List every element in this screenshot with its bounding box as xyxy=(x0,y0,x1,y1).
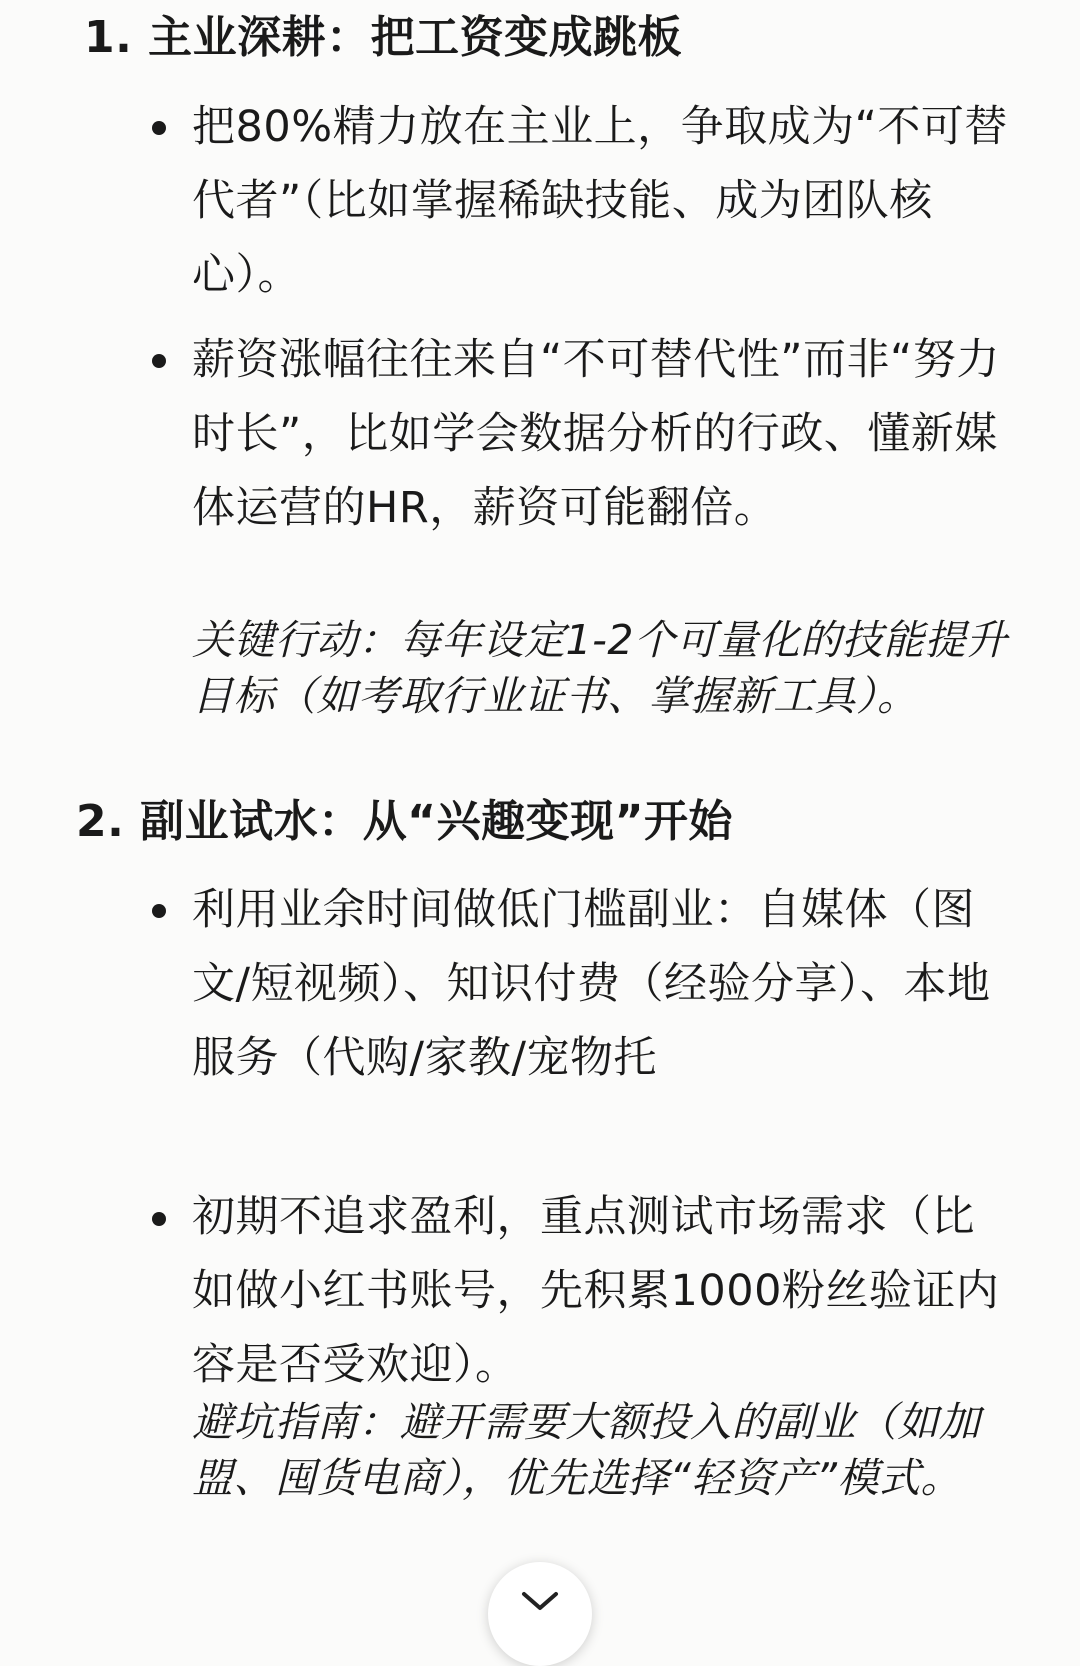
bullet-text: 初期不追求盈利，重点测试市场需求（比如做小红书账号，先积累1000粉丝验证内容是否受欢迎）。 xyxy=(192,1192,1000,1390)
chevron-down-icon xyxy=(520,1590,560,1614)
bullet-dot xyxy=(152,1212,166,1226)
key-action-note: 关键行动：每年设定1-2个可量化的技能提升目标（如考取行业证书、掌握新工具）。 xyxy=(192,616,1008,720)
bullet-dot xyxy=(152,904,166,918)
bullet-text: 薪资涨幅往往来自“不可替代性”而非“努力时长”，比如学会数据分析的行政、懂新媒体运营的HR，薪资可能翻倍。 xyxy=(192,335,1000,533)
bullet-text: 把80%精力放在主业上，争取成为“不可替代者”（比如掌握稀缺技能、成为团队核心）。 xyxy=(192,102,1008,300)
bullet-text: 利用业余时间做低门槛副业：自媒体（图文/短视频）、知识付费（经验分享）、本地服务（代购/家教/宠物托 xyxy=(192,885,991,1083)
bullet-dot xyxy=(152,121,166,135)
section-heading: 2. 副业试水：从“兴趣变现”开始 xyxy=(76,796,733,847)
scroll-to-bottom-button[interactable] xyxy=(488,1562,592,1666)
bullet-dot xyxy=(152,354,166,368)
pitfall-guide-note: 避坑指南：避开需要大额投入的副业（如加盟、囤货电商），优先选择“轻资产”模式。 xyxy=(192,1398,981,1502)
section-heading: 1. 主业深耕：把工资变成跳板 xyxy=(84,12,683,63)
